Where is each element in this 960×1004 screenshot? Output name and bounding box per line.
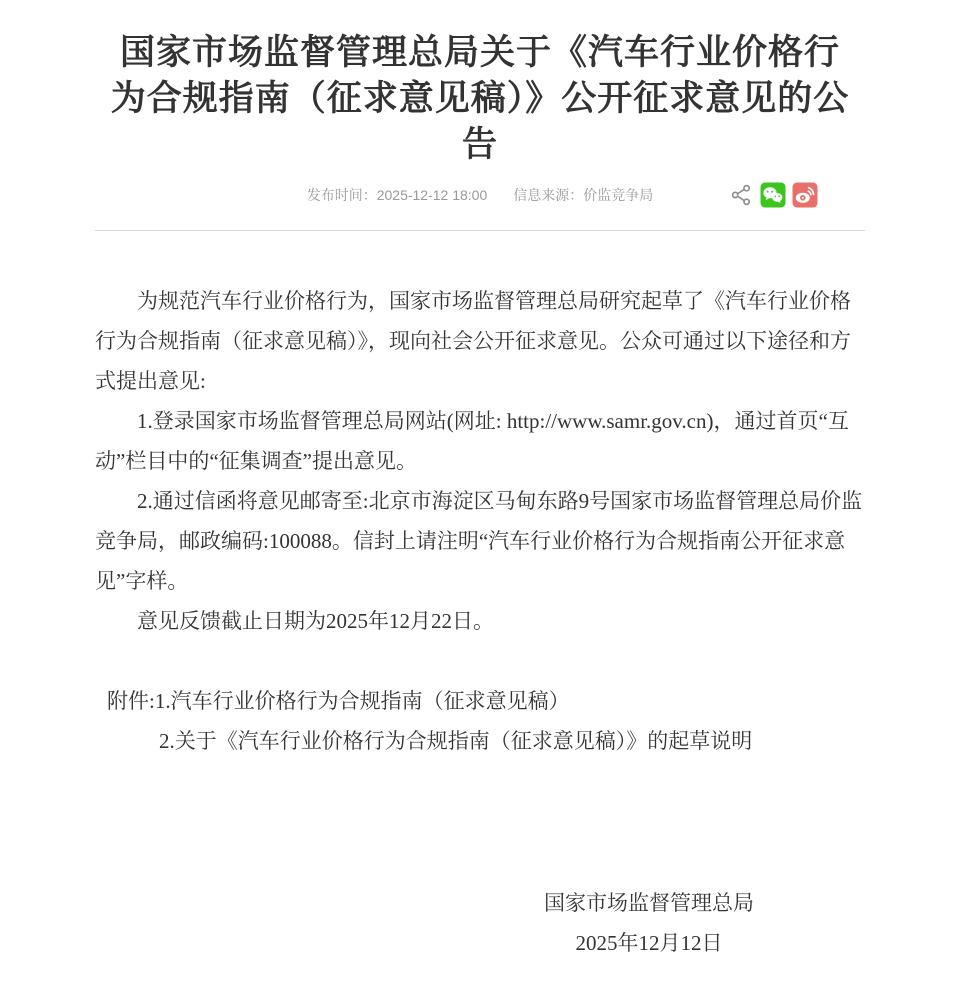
attachment-link-1[interactable]: 附件:1.汽车行业价格行为合规指南（征求意见稿） <box>107 689 570 713</box>
publish-time-label: 发布时间： <box>306 187 377 203</box>
body-paragraph: 1.登录国家市场监督管理总局网站(网址: http://www.samr.gov.cn)，通过首页“互动”栏目中的“征集调查”提出意见。 <box>95 409 849 473</box>
weibo-icon[interactable] <box>792 182 818 208</box>
body-paragraph: 2.通过信函将意见邮寄至:北京市海淀区马甸东路9号国家市场监督管理总局价监竞争局，邮政编码:100088。信封上请注明“汽车行业价格行为合规指南公开征求意见”字样。 <box>95 489 863 593</box>
signature-date: 2025年12月12日 <box>575 931 723 955</box>
signature-agency: 国家市场监督管理总局 <box>544 891 754 915</box>
article-body <box>95 281 865 761</box>
share-toolbar <box>728 182 818 208</box>
announcement-page <box>0 30 960 1004</box>
publish-time-value: 2025-12-12 18:00 <box>376 187 488 203</box>
share-icon[interactable] <box>728 182 754 208</box>
body-paragraph: 意见反馈截止日期为2025年12月22日。 <box>137 609 494 633</box>
header-divider <box>95 230 865 231</box>
wechat-icon[interactable] <box>760 182 786 208</box>
source-value: 价监竞争局 <box>583 187 654 203</box>
attachment-link-2[interactable]: 2.关于《汽车行业价格行为合规指南（征求意见稿）》的起草说明 <box>159 729 753 753</box>
signature-block <box>533 883 765 963</box>
article-meta <box>95 182 865 208</box>
page-title: 国家市场监督管理总局关于《汽车行业价格行为合规指南（征求意见稿）》公开征求意见的公告 <box>110 33 850 164</box>
source-label: 信息来源： <box>513 187 584 203</box>
body-paragraph: 为规范汽车行业价格行为，国家市场监督管理总局研究起草了《汽车行业价格行为合规指南（征求意见稿）》，现向社会公开征求意见。公众可通过以下途径和方式提出意见: <box>95 289 851 393</box>
